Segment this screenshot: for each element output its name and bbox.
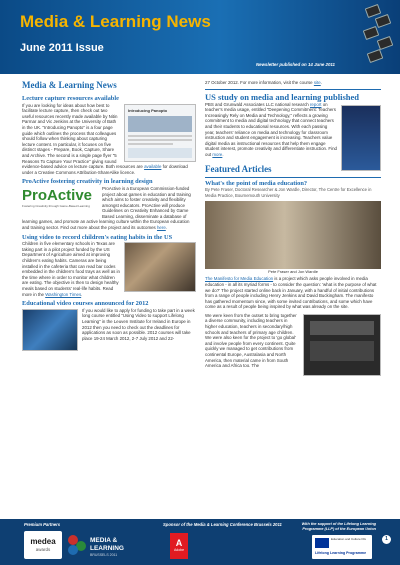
page-number: 1 (382, 535, 391, 544)
article-video-eating: Children in five elementary schools in Texas are taking part in a pilot project funded by the US Department of Agriculture aimed at improving children's eating habits. Cameras are being installed in the cafeteria that can read bar codes embedded in the children's food trays as well as in the time where in order to monitor what children are eating. The objective is then to design healthy meals based on students' real-life habits. Read more in the Washington Times. (22, 241, 196, 297)
panopto-guide-thumbnail (124, 104, 196, 162)
media-education-text: is a project which asks people involved in media education - in all its myriad forms - to consider the question: 'what is the purpose of what we do?' The project started online back in January, with a handful of initial contributions from a range of people including Henry Jenkins and David Buckingham. The manifesto has gathered momentum since, with some invited contributions, and some which have come as a result of people being inspired by what was already on the site. (205, 276, 377, 310)
lecture-capture-text: If you are looking for ideas about how best to facilitate lecture capture, then check out two useful resources recently made available by Nitin Parmar and Vic Jenkins at the University of Bath in the UK. "Introducing Panopto" is a four page guide which outlines the process that colleagues should follow when thinking about capturing lecture content. In particular, it focuses on five distinct stages - Prepare, Book, Capture, Share and Archive. The second is a single page flyer "5 Reasons To Capture Your Practice" giving sound evidence-based advice on lecture capture. Both resources are (22, 102, 143, 170)
article-lecture-capture (22, 103, 196, 176)
article-heading-lecture-capture: Lecture capture resources available (22, 95, 119, 102)
masthead (0, 0, 400, 74)
proactive-logo: ProActive Fostering Creativity through Game-Based Learning (22, 186, 93, 208)
media-education-text-2: We were keen from the outset to bring together a diverse community, including teachers in higher education, teachers in secondary/high schools and teachers of primary age children. We were also keen for the project to 'go global' and involve people from every continent. Quite quickly we managed to get contributions from continental Europe, Australasia and North America, then material came in from South America and Africa too. The (205, 312, 297, 369)
proactive-text: ProActive is a European Commission-funded project about games in education and training which aims to foster creativity and flexibility amongst educators. ProActive will produce Guidelines on Creativity Enhanced by Game Based Learning, disseminate a database of learning games, and promote an active learning culture within the European education and training sector. Find out more about the project and its outcomes (22, 185, 191, 231)
medea-awards-logo: medea awards (24, 531, 62, 559)
photo-caption: Pete Fraser and Jon Wardle (205, 269, 381, 275)
media-learning-logo: MEDIA & LEARNING BRUSSELS 2011 (68, 533, 148, 559)
more-link[interactable]: more (212, 151, 223, 157)
article-video-courses (22, 308, 196, 342)
video-eating-text: Children in five elementary schools in Texas are taking part in a pilot project funded by the US Department of Agriculture aimed at improving children's eating habits. Cameras are being installed in the cafeteria that can read bar codes embedded in the children's food trays as well as in the time where in order to monitor what children are eating. The objective is then to design healthy meals based on students' real-life habits. Read more in the (22, 241, 120, 297)
newsletter-title: Media & Learning News (20, 12, 211, 31)
article-heading-media-education: What's the point of media education? (205, 179, 308, 187)
support-label: With the support of the Lifelong Learning Programme (LLP) of the European Union (301, 522, 376, 531)
right-column: 27 October 2012. For more information, visit the course site. US study on media and learning published PBS and Grunwald Associates LLC national research report on teacher's media usage, entitled "Deepening Commitment: Teachers Increasingly Rely on Media and Technology," reflects a growing commitment to media and digital technology that connect teachers and their students to educational resources. With each passing year, teachers' reliance on media and technology for classroom instruction and student engagement is increasing. Teachers value digital media as instructional resources that help them engage student interest, promote creativity and differentiate instruction. Find out more. Featured Articles What's the point of media education? By Pete Fraser, Doctoral Researcher & Jon Wardle, Director, The Centre for Excellence in Media Practice, Bournemouth University Pete Fraser and Jon Wardle The Manifesto for Media Education is a project which asks people involved in media education - in all its myriad forms - to consider the question: 'what is the purpose of what we do?' The project started online back in January, with a handful of initial contributions from a range of people including Henry Jenkins and David Buckingham. The manifesto has gathered momentum since, with some invited contributions, and some which have come as a result of people being inspired by what was already on the site. We were keen from the outset to bring together a diverse community, including teachers in higher education, teachers in secondary/high schools and teachers of primary age children. We were also keen for the project to 'go global' and involve people from every continent. Quite quickly we managed to get contributions from continental Europe, Australasia and North America, then material came in from South America and Africa too. The (205, 80, 381, 378)
courses-continued-text: 27 October 2012. For more information, visit the course (205, 80, 313, 85)
lecture-capture-text-end: for download under a Creative Commons Attribution-ShareAlike licence. (22, 164, 188, 175)
published-date: Newsletter published on 14 June 2011 (256, 62, 335, 67)
divider (205, 89, 381, 90)
us-study-text: PBS and Grunwald Associates LLC national research (205, 101, 309, 107)
thumbnail-title: Introducing Panopto (128, 107, 168, 113)
footer (0, 519, 400, 565)
sponsor-label: Sponsor of the Media & Learning Conference Brussels 2011 (163, 522, 282, 527)
issue-label: June 2011 Issue (20, 42, 104, 54)
left-column (22, 80, 196, 353)
llp-eu-logo: Education and Culture DG Lifelong Learning Programme (312, 535, 372, 559)
us-study-text-b: on teacher's media usage, entitled "Deepening Commitment: Teachers Increasingly Rely on Media and Technology," reflects a growing commitment to media and digital technology that connect teachers and their students to educational resources. With each passing year, teachers' reliance on media and technology for classroom instruction and student engagement is increasing. Teachers value digital media as instructional resources that help them engage student interest, promote creativity and differentiate instruction. Find out (205, 101, 337, 157)
article-byline: By Pete Fraser, Doctoral Researcher & Jon Wardle, Director, The Centre for Excellence in Media Practice, Bournemouth University (205, 187, 372, 198)
manifesto-site-screenshot (303, 314, 381, 376)
adobe-logo: A Adobe (170, 533, 188, 559)
divider (205, 177, 381, 178)
proactive-here-link[interactable]: here (156, 225, 166, 231)
section-title-featured: Featured Articles (205, 163, 272, 174)
course-site-link[interactable]: site (313, 80, 321, 85)
cafeteria-photo (124, 242, 196, 292)
article-heading-proactive: ProActive fostering creativity in learning design (22, 178, 153, 186)
article-proactive: ProActive Fostering Creativity through Game-Based Learning ProActive is a European Commission-funded project about games in education and training which aims to foster creativity and flexibility amongst educators. ProActive will produce Guidelines on Creativity Enhanced by Game Based Learning, disseminate a database of learning games, and promote an active learning culture within the European education and training sector. Find out more about the project and its outcomes here. (22, 185, 191, 231)
premium-partners-label: Premium Partners (24, 522, 61, 527)
report-link[interactable]: report (309, 101, 322, 107)
article-us-study: PBS and Grunwald Associates LLC national research report on teacher's media usage, entitled "Deepening Commitment: Teachers Increasingly Rely on Media and Technology," reflects a growing commitment to media and digital technology that connect teachers and their students to educational resources. With each passing year, teachers' reliance on media and technology for classroom instruction and student engagement is increasing. Teachers value digital media as instructional resources that help them engage student interest, promote creativity and differentiate instruction. Find out more. (205, 102, 381, 158)
section-title-news: Media & Learning News (22, 80, 117, 90)
video-courses-text: If you would like to apply for funding to take part in a week long course entitled "Using Video to support Lifelong Learning" in the Leuven Institute for Ireland in Europe in 2012 then you need to check out the deadlines for applications as soon as possible. 2012 courses will take place 19-24 March 2012, 2-7 July 2012 and 22- (82, 307, 195, 341)
article-heading-video-eating: Using video to record children's eating habits in the US (22, 233, 173, 241)
article-heading-video-courses: Educational video courses announced for 2012 (22, 300, 149, 308)
film-strip-graphic (358, 6, 398, 68)
video-course-photo (22, 309, 78, 351)
available-link[interactable]: available (144, 164, 162, 170)
authors-photo (205, 201, 381, 275)
report-cover-image (341, 105, 381, 171)
media-education-continued (205, 313, 381, 369)
article-heading-us-study: US study on media and learning published (205, 91, 359, 102)
manifesto-link[interactable]: The Manifesto for Media Education (205, 276, 274, 282)
washington-times-link[interactable]: Washington Times (45, 291, 82, 297)
